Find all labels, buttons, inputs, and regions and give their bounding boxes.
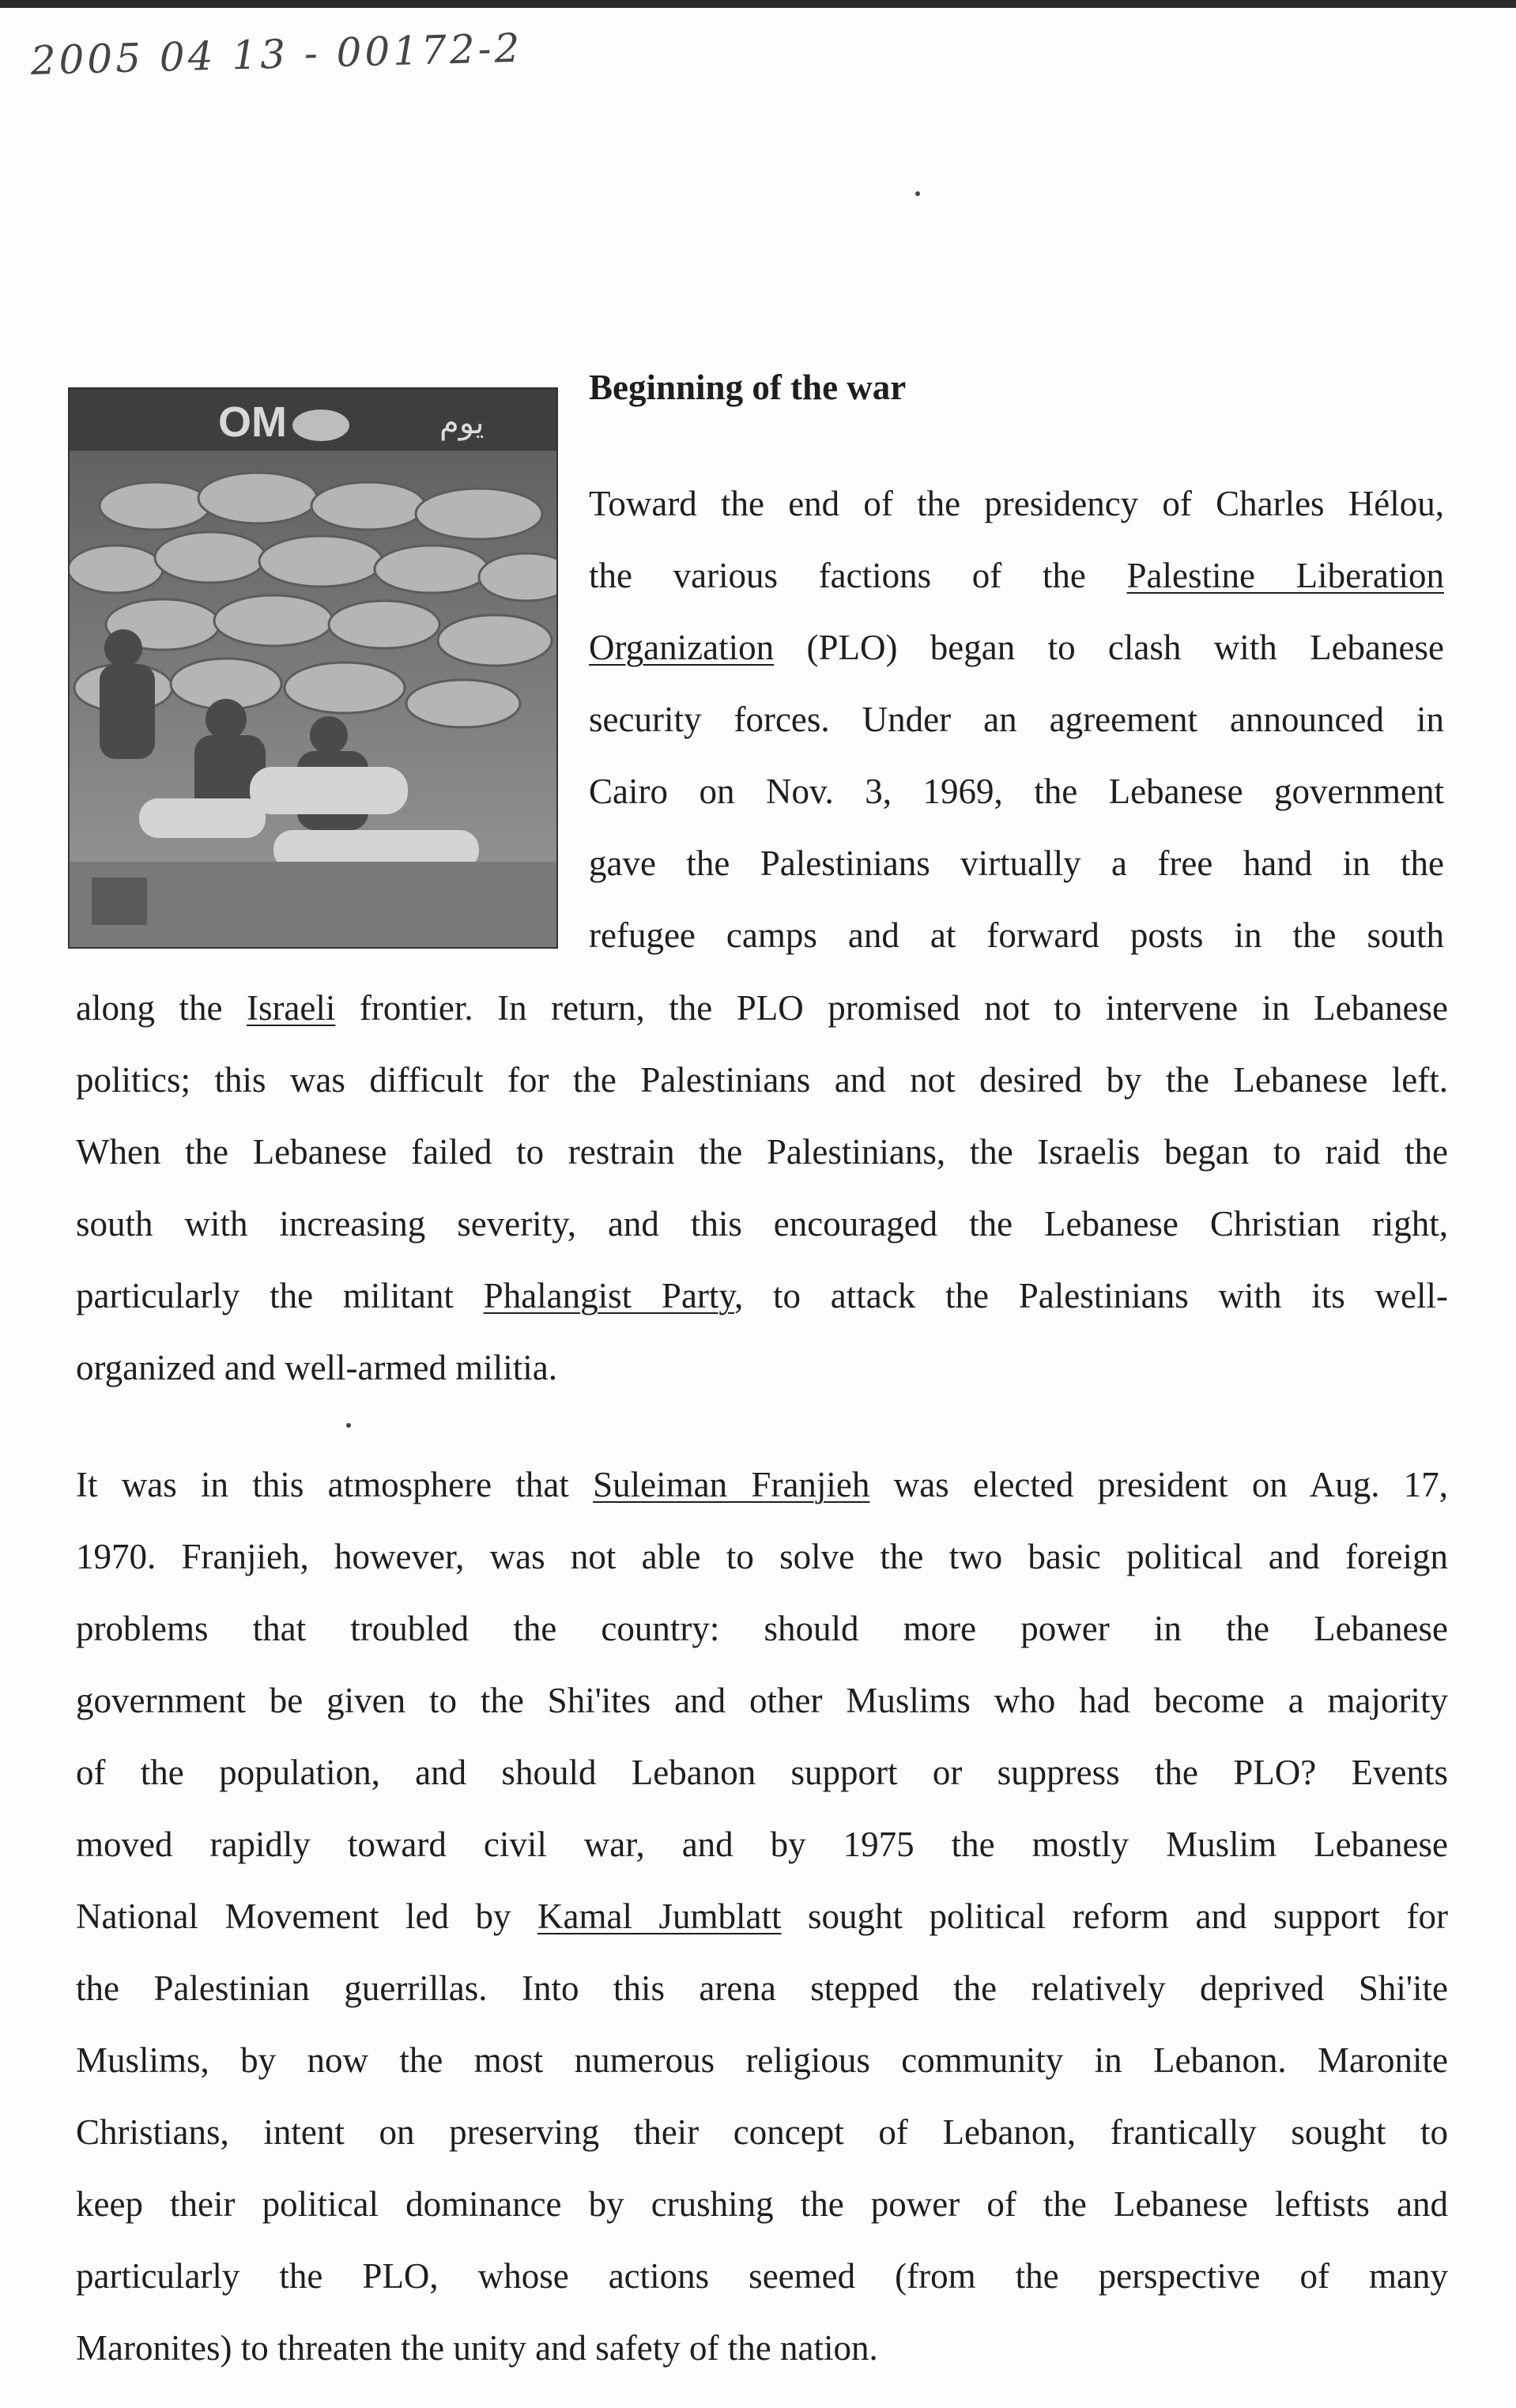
text-line: moved rapidly toward civil war, and by 1975 the mostly Muslim Lebanese <box>76 1825 1448 1864</box>
paragraph-1-bottom <box>76 972 1448 1404</box>
text-line: It was in this atmosphere that Suleiman Franjieh was elected president on Aug. 17, <box>76 1465 1449 1504</box>
text-line: Christians, intent on preserving their concept of Lebanon, frantically sought to <box>76 2112 1448 2152</box>
text-line: refugee camps and at forward posts in the south <box>589 915 1444 955</box>
link-kamal-jumblatt[interactable]: Kamal Jumblatt <box>537 1897 782 1936</box>
photo-sign-text: OM <box>218 398 287 446</box>
text-line: south with increasing severity, and this encouraged the Lebanese Christian right, <box>76 1204 1448 1244</box>
text-line: keep their political dominance by crushing the power of the Lebanese leftists and <box>76 2184 1448 2224</box>
text-line: 1970. Franjieh, however, was not able to solve the two basic political and foreign <box>76 1537 1448 1576</box>
text-line: of the population, and should Lebanon support or suppress the PLO? Events <box>76 1753 1448 1792</box>
text-line: organized and well-armed militia. <box>76 1348 557 1387</box>
text-line: gave the Palestinians virtually a free hand in the <box>589 844 1444 883</box>
scan-top-edge <box>0 0 1516 8</box>
link-palestine-liberation-organization[interactable]: Palestine Liberation <box>1126 556 1444 595</box>
text-line: Muslims, by now the most numerous religious community in Lebanon. Maronite <box>76 2040 1448 2080</box>
text-line: Organization (PLO) began to clash with Lebanese <box>589 628 1444 667</box>
text-line: particularly the militant Phalangist Party, to attack the Palestinians with its well- <box>76 1276 1448 1315</box>
text-line: security forces. Under an agreement announced in <box>589 700 1444 739</box>
photo-arabic-text: يوم <box>439 405 485 441</box>
text-line: Cairo on Nov. 3, 1969, the Lebanese government <box>589 772 1444 811</box>
text-line: the various factions of the Palestine Liberation <box>589 556 1444 595</box>
paragraph-1-top <box>589 468 1444 972</box>
text-line: particularly the PLO, whose actions seemed (from the perspective of many <box>76 2256 1448 2296</box>
text-line: When the Lebanese failed to restrain the Palestinians, the Israelis began to raid the <box>76 1132 1448 1172</box>
handwritten-note: 2005 04 13 - 00172-2 <box>30 25 524 84</box>
scan-speck <box>346 1423 351 1428</box>
text-line: Toward the end of the presidency of Charles Hélou, <box>589 484 1444 523</box>
link-israeli[interactable]: Israeli <box>246 988 336 1028</box>
text-line: politics; this was difficult for the Palestinians and not desired by the Lebanese left. <box>76 1060 1448 1100</box>
barricade-photo <box>68 387 558 949</box>
text-line: along the Israeli frontier. In return, the PLO promised not to intervene in Lebanese <box>76 988 1449 1028</box>
text-line: Maronites) to threaten the unity and safety of the nation. <box>76 2328 878 2368</box>
scan-speck <box>915 191 920 196</box>
link-suleiman-franjieh[interactable]: Suleiman Franjieh <box>593 1465 870 1504</box>
paragraph-2 <box>76 1449 1448 2384</box>
section-heading: Beginning of the war <box>589 368 907 407</box>
text-line: government be given to the Shi'ites and other Muslims who had become a majority <box>76 1681 1448 1720</box>
text-line: the Palestinian guerrillas. Into this arena stepped the relatively deprived Shi'ite <box>76 1968 1448 2008</box>
link-phalangist-party[interactable]: Phalangist Party <box>483 1276 734 1315</box>
text-line: problems that troubled the country: should more power in the Lebanese <box>76 1609 1448 1648</box>
link-palestine-liberation-organization-cont[interactable]: Organization <box>589 628 775 667</box>
text-line: National Movement led by Kamal Jumblatt sought political reform and support for <box>76 1897 1448 1936</box>
